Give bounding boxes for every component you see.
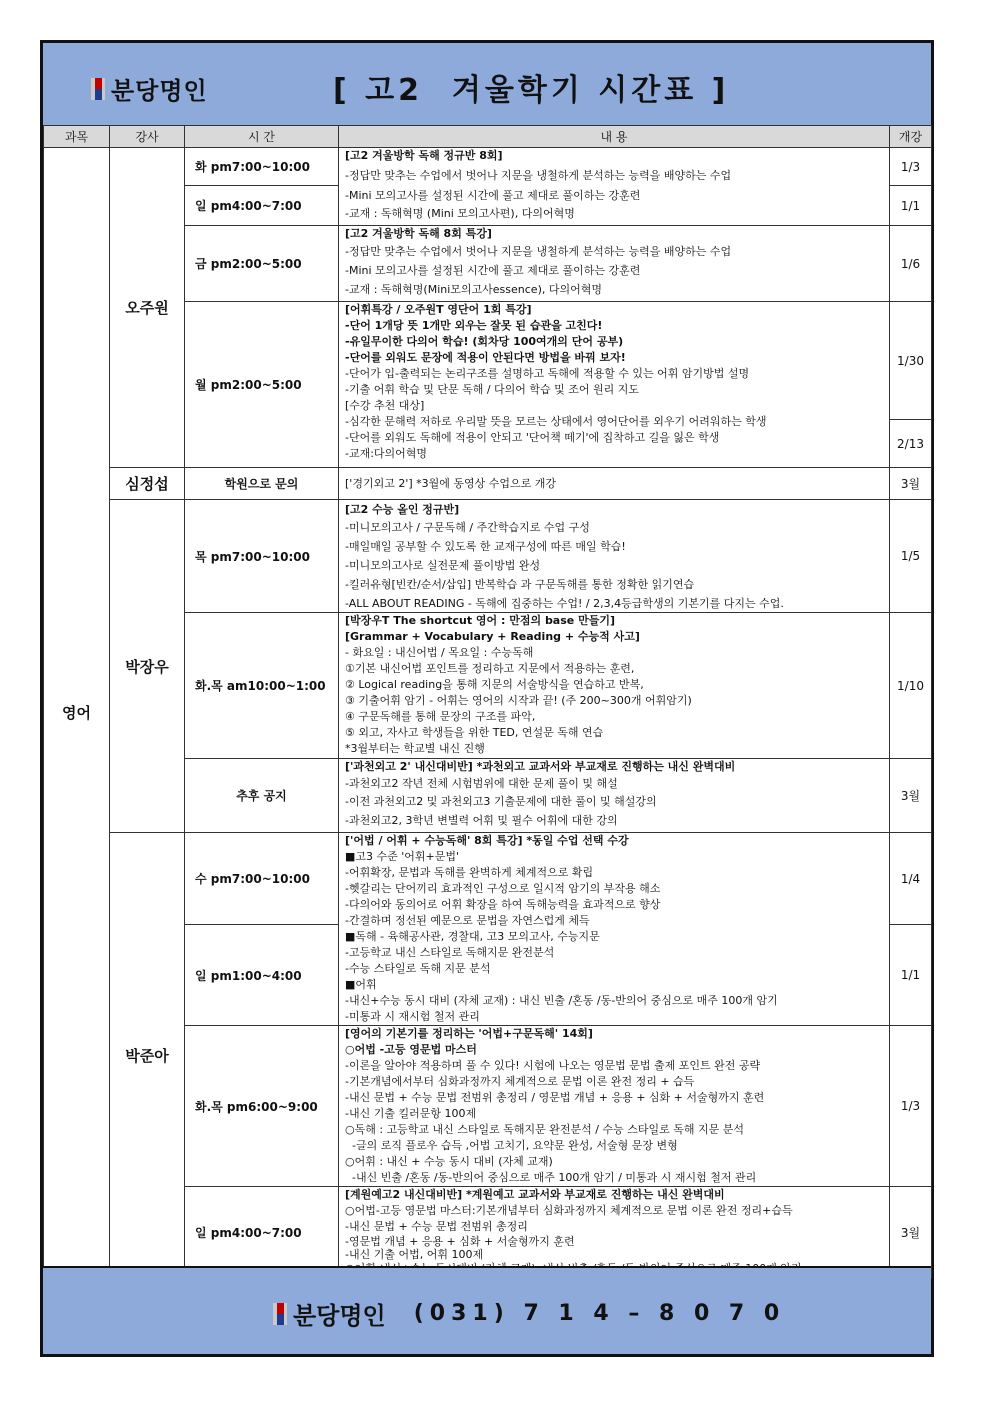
content-line: ③ 기출어휘 암기 - 어휘는 영어의 시작과 끝! (주 200~300개 어휘암기) <box>345 694 692 707</box>
open-cell: 1/3 <box>890 148 932 186</box>
content-line: [수강 추천 대상] <box>345 399 425 412</box>
content-line: -심각한 문해력 저하로 우리말 뜻을 모르는 상태에서 영어단어를 외우기 어려워하는 학생 <box>345 415 767 428</box>
table-header-row <box>44 126 932 148</box>
col-header-open: 개강 <box>890 126 932 148</box>
teacher-cell: 심정섭 <box>110 468 185 500</box>
content-cell <box>339 468 890 500</box>
content-line: -교재:다의어혁명 <box>345 447 428 460</box>
table-row <box>44 833 932 925</box>
col-header-time: 시 간 <box>185 126 339 148</box>
content-line: [영어의 기본기를 정리하는 '어법+구문독해' 14회] <box>345 1027 593 1040</box>
header-logo <box>91 71 208 106</box>
content-line: -단어를 외워도 독해에 적용이 안되고 '단어책 떼기'에 집착하고 길을 잃은 학생 <box>345 431 720 444</box>
open-cell: 1/4 <box>890 833 932 925</box>
content-line: *3월부터는 학교별 내신 진행 <box>345 742 485 755</box>
content-line: -고등학교 내신 스타일로 독해지문 완전분석 <box>345 946 555 959</box>
content-line: -미니모의고사 / 구문독해 / 주간학습지로 수업 구성 <box>345 521 590 534</box>
open-cell: 1/3 <box>890 1026 932 1187</box>
content-line: [계원예고2 내신대비반] *계원예고 교과서와 부교재로 진행하는 내신 완벽대비 <box>345 1188 725 1201</box>
footer-phone: (031) 7 1 4 – 8 0 7 0 <box>413 1301 786 1326</box>
content-line: -내신 기출 어법, 어휘 100제 <box>345 1248 484 1261</box>
content-line: ■고3 수준 '어휘+문법' <box>345 850 460 863</box>
content-line: -내신 문법 + 수능 문법 전범위 총정리 <box>345 1220 528 1233</box>
content-line: -과천외고2, 3학년 변별력 어휘 및 필수 어휘에 대한 강의 <box>345 814 618 827</box>
schedule-table <box>43 125 932 1278</box>
time-cell: 화.목 pm6:00~9:00 <box>185 1026 339 1187</box>
content-line: -미니모의고사로 실전문제 풀이방법 완성 <box>345 559 541 572</box>
content-line: -내신 기출 킬러문항 100제 <box>345 1107 477 1120</box>
time-cell: 학원으로 문의 <box>185 468 339 500</box>
content-line: ② Logical reading을 통해 지문의 서술방식을 연습하고 반복, <box>345 678 644 691</box>
content-line: -글의 로직 플로우 습득 ,어법 고치기, 요약문 완성, 서술형 문장 변형 <box>345 1139 678 1152</box>
content-line: -교재 : 독해혁명(Mini모의고사essence), 다의어혁명 <box>345 283 602 296</box>
col-header-teacher: 강사 <box>110 126 185 148</box>
content-line: -다의어와 동의어로 어휘 확장을 하여 독해능력을 효과적으로 향상 <box>345 898 661 911</box>
content-line: -헷갈리는 단어끼리 효과적인 구성으로 일시적 암기의 부작용 해소 <box>345 882 661 895</box>
content-line: -기출 어휘 학습 및 단문 독해 / 다의어 학습 및 조어 원리 지도 <box>345 383 640 396</box>
content-line: -수능 스타일로 독해 지문 분석 <box>345 962 491 975</box>
content-line: -유일무이한 다의어 학습! (회차당 100여개의 단어 공부) <box>345 335 624 348</box>
col-header-content: 내 용 <box>339 126 890 148</box>
open-cell: 3월 <box>890 1187 932 1278</box>
logo-mark-icon <box>91 78 105 100</box>
page-footer <box>43 1266 931 1354</box>
content-line: -미통과 시 재시험 철저 관리 <box>345 1010 480 1023</box>
content-line: -이전 과천외고2 및 과천외고3 기출문제에 대한 풀이 및 해설강의 <box>345 795 657 808</box>
content-line: -Mini 모의고사를 설정된 시간에 풀고 제대로 풀이하는 강훈련 <box>345 264 641 277</box>
content-line: -킬러유형[빈칸/순서/삽입] 반복학습 과 구문독해를 통한 정확한 읽기연습 <box>345 578 695 591</box>
content-line: ■어휘 <box>345 978 377 991</box>
content-line: [고2 겨울방학 독해 8회 특강] <box>345 227 492 240</box>
content-cell <box>339 833 890 1026</box>
content-line: [고2 겨울방학 독해 정규반 8회] <box>345 149 503 162</box>
col-header-subject: 과목 <box>44 126 110 148</box>
content-line: ○어법-고등 영문법 마스터:기본개념부터 심화과정까지 체계적으로 문법 이론 완전 정리+습득 <box>345 1204 793 1217</box>
content-line: -Mini 모의고사를 설정된 시간에 풀고 제대로 풀이하는 강훈련 <box>345 189 641 202</box>
subject-cell: 영어 <box>44 148 110 1278</box>
content-line: -단어가 입-출력되는 논리구조를 설명하고 독해에 적용할 수 있는 어휘 암기방법 설명 <box>345 367 750 380</box>
time-cell: 수 pm7:00~10:00 <box>185 833 339 925</box>
content-line: - 화요일 : 내신어법 / 목요일 : 수능독해 <box>345 646 534 659</box>
content-cell <box>339 759 890 833</box>
time-cell: 목 pm7:00~10:00 <box>185 500 339 613</box>
content-cell <box>339 148 890 226</box>
open-cell: 1/5 <box>890 500 932 613</box>
content-line: [박장우T The shortcut 영어 : 만점의 base 만들기] <box>345 614 615 627</box>
open-cell: 1/1 <box>890 925 932 1026</box>
content-line: ['어법 / 어휘 + 수능독해' 8회 특강] *동일 수업 선택 수강 <box>345 834 629 847</box>
content-line: [어휘특강 / 오주원T 영단어 1회 특강] <box>345 303 532 316</box>
time-cell: 월 pm2:00~5:00 <box>185 302 339 468</box>
content-cell <box>339 500 890 613</box>
content-line: -ALL ABOUT READING - 독해에 집중하는 수업! / 2,3,4등급학생의 기본기를 다지는 수업. <box>345 597 784 610</box>
content-line: -내신 빈출 /혼동 /동-반의어 중심으로 매주 100개 암기 / 미통과 시 재시험 철저 관리 <box>345 1171 757 1184</box>
open-cell: 1/1 <box>890 186 932 226</box>
time-cell: 일 pm4:00~7:00 <box>185 186 339 226</box>
footer-logo <box>273 1296 785 1331</box>
open-cell: 3월 <box>890 468 932 500</box>
timetable-frame <box>40 40 934 1357</box>
teacher-cell: 오주원 <box>110 148 185 468</box>
content-line: -단어를 외워도 문장에 적용이 안된다면 방법을 바꿔 보자! <box>345 351 626 364</box>
time-cell: 일 pm1:00~4:00 <box>185 925 339 1026</box>
time-cell: 추후 공지 <box>185 759 339 833</box>
logo-mark-icon <box>273 1303 287 1325</box>
content-line: [Grammar + Vocabulary + Reading + 수능적 사고] <box>345 630 640 643</box>
content-line: -내신 문법 + 수능 문법 전범위 총정리 / 영문법 개념 + 응용 + 심화 + 서술형까지 훈련 <box>345 1091 765 1104</box>
content-line: -어휘확장, 문법과 독해를 완벽하게 체계적으로 확립 <box>345 866 594 879</box>
content-line: -간결하며 정선된 예문으로 문법을 자연스럽게 체득 <box>345 914 590 927</box>
content-line: -정답만 맞추는 수업에서 벗어나 지문을 냉철하게 분석하는 능력을 배양하는 수업 <box>345 245 732 258</box>
content-line: ○어법 -고등 영문법 마스터 <box>345 1043 477 1056</box>
table-row <box>44 148 932 186</box>
time-cell: 화.목 am10:00~1:00 <box>185 613 339 759</box>
page-title: [ 고2 겨울학기 시간표 ] <box>333 73 730 108</box>
content-cell <box>339 226 890 302</box>
open-cell: 1/10 <box>890 613 932 759</box>
content-line: -정답만 맞추는 수업에서 벗어나 지문을 냉철하게 분석하는 능력을 배양하는 수업 <box>345 169 732 182</box>
content-cell <box>339 1026 890 1187</box>
content-line: ['경기외고 2'] *3월에 동영상 수업으로 개강 <box>345 476 556 490</box>
content-line: ['과천외고 2' 내신대비반] *과천외고 교과서와 부교재로 진행하는 내신 완벽대비 <box>345 760 736 773</box>
content-line: ■독해 - 육해공사관, 경찰대, 고3 모의고사, 수능지문 <box>345 930 600 943</box>
content-line: -기본개념에서부터 심화과정까지 체계적으로 문법 이론 완전 정리 + 습득 <box>345 1075 695 1088</box>
table-row <box>44 500 932 613</box>
content-cell <box>339 1187 890 1278</box>
content-line: -이론을 알아야 적용하며 풀 수 있다! 시험에 나오는 영문법 문법 출제 포인트 완전 공략 <box>345 1059 761 1072</box>
open-cell: 3월 <box>890 759 932 833</box>
content-line: ○독해 : 고등학교 내신 스타일로 독해지문 완전분석 / 수능 스타일로 독해 지문 분석 <box>345 1123 744 1136</box>
teacher-cell: 박준아 <box>110 833 185 1278</box>
time-cell: 화 pm7:00~10:00 <box>185 148 339 186</box>
content-line: -매일매일 공부할 수 있도록 한 교재구성에 따른 매일 학습! <box>345 540 626 553</box>
content-line: -내신+수능 동시 대비 (자체 교재) : 내신 빈출 /혼동 /동-반의어 중심으로 매주 100개 암기 <box>345 994 778 1007</box>
content-line: ⑤ 외고, 자사고 학생들을 위한 TED, 연설문 독해 연습 <box>345 726 604 739</box>
content-line: -단어 1개당 뜻 1개만 외우는 잘못 된 습관을 고친다! <box>345 319 603 332</box>
content-line: ①기본 내신어법 포인트를 정리하고 지문에서 적용하는 훈련, <box>345 662 635 675</box>
footer-brand: 분당명인 <box>293 1302 386 1330</box>
content-cell <box>339 302 890 468</box>
content-line: -영문법 개념 + 응용 + 심화 + 서술형까지 훈련 <box>345 1235 575 1248</box>
content-line: -과천외고2 작년 전체 시험범위에 대한 문제 풀이 및 해설 <box>345 777 618 790</box>
content-line: ○어휘 : 내신 + 수능 동시 대비 (자체 교재) <box>345 1155 553 1168</box>
content-line: -교재 : 독해혁명 (Mini 모의고사편), 다의어혁명 <box>345 207 575 220</box>
teacher-cell: 박장우 <box>110 500 185 833</box>
table-row <box>44 468 932 500</box>
open-cell: 1/6 <box>890 226 932 302</box>
content-cell <box>339 613 890 759</box>
open-cell: 1/30 <box>890 302 932 420</box>
page-header <box>43 43 931 127</box>
time-cell: 금 pm2:00~5:00 <box>185 226 339 302</box>
open-cell: 2/13 <box>890 420 932 468</box>
content-line: [고2 수능 올인 정규반] <box>345 503 460 516</box>
header-brand: 분당명인 <box>111 77 208 105</box>
content-line: ④ 구문독해를 통해 문장의 구조를 파악, <box>345 710 536 723</box>
time-cell: 일 pm4:00~7:00 <box>185 1187 339 1278</box>
